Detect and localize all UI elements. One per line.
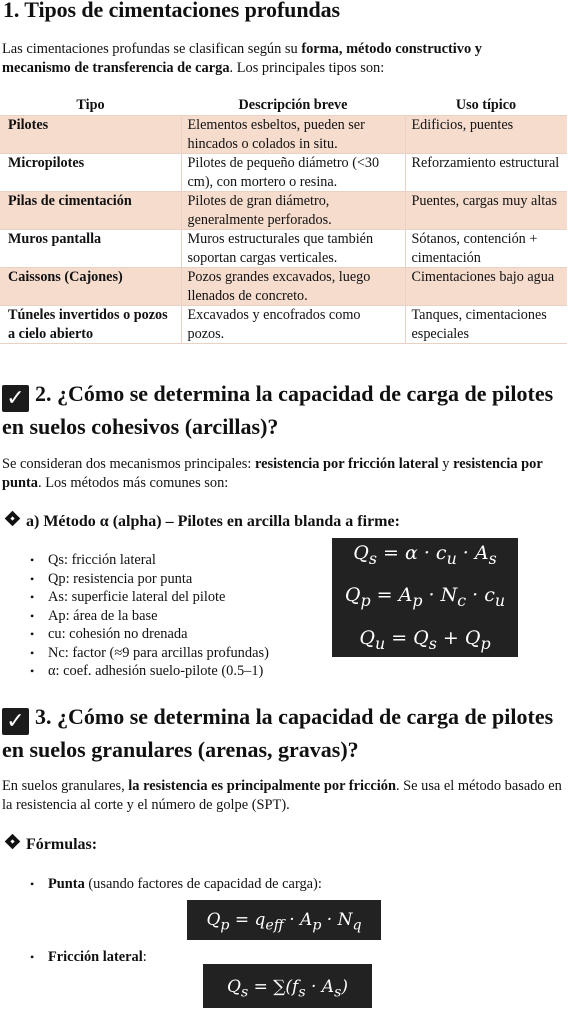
table-row (0, 116, 567, 154)
table-cell-descripcion: Excavados y encofrados como pozos. (181, 306, 405, 344)
table-cell-tipo: Pilas de cimentación (0, 192, 181, 230)
table-cell-uso: Tanques, cimentaciones especiales (405, 306, 567, 344)
table-row (0, 230, 567, 268)
section-1-title: 1. Tipos de cimentaciones profundas (3, 0, 340, 22)
foundation-types-table (0, 95, 567, 344)
table-cell-descripcion: Muros estructurales que también soportan cargas verticales. (181, 230, 405, 268)
diamond-bullet-icon (5, 834, 21, 850)
list-item: • cu: cohesión no drenada (30, 625, 269, 644)
formula-qp: $Q_p = A_p \cdot N_c \cdot c_u$ (344, 584, 506, 610)
section-1-intro: Las cimentaciones profundas se clasifican según su forma, método constructivo y mecanismo de transferencia de carga. Los principales tipos son: (2, 41, 482, 76)
list-item: • As: superficie lateral del pilote (30, 588, 269, 607)
list-item: • Nc: factor (≈9 para arcillas profundas) (30, 644, 269, 663)
table-cell-descripcion: Pilotes de pequeño diámetro (<30 cm), con mortero o resina. (181, 154, 405, 192)
table-row (0, 306, 567, 344)
table-header-tipo: Tipo (76, 96, 105, 113)
table-cell-uso: Cimentaciones bajo agua (405, 268, 567, 306)
table-cell-uso: Edificios, puentes (405, 116, 567, 154)
formula-friccion-image: $Q_s = \sum(f_s \cdot A_s)$ (203, 964, 372, 1008)
list-item: • Ap: área de la base (30, 607, 269, 626)
method-alpha-title: a) Método α (alpha) – Pilotes en arcilla blanda a firme: (2, 512, 400, 532)
table-row (0, 268, 567, 306)
table-cell-uso: Puentes, cargas muy altas (405, 192, 567, 230)
cohesive-formulas-image (332, 538, 518, 657)
check-icon: ✓ (2, 385, 29, 412)
formulas-title: Fórmulas: (2, 835, 97, 855)
check-icon: ✓ (2, 708, 29, 735)
section-3-title: ✓ 3. ¿Cómo se determina la capacidad de carga de pilotes en suelos granulares (arenas, gravas)? (2, 704, 554, 762)
table-cell-descripcion: Pilotes de gran diámetro, generalmente perforados. (181, 192, 405, 230)
table-cell-uso: Sótanos, contención + cimentación (405, 230, 567, 268)
formula-qs: $Q_s = \alpha \cdot c_u \cdot A_s$ (353, 542, 497, 568)
table-cell-tipo: Túneles invertidos o pozos a cielo abierto (0, 306, 181, 344)
section-2-intro: Se consideran dos mecanismos principales: resistencia por fricción lateral y resistencia por punta. Los métodos más comunes son: (2, 456, 543, 491)
friccion-list (30, 948, 147, 967)
table-cell-tipo: Micropilotes (0, 154, 181, 192)
section-3-intro: En suelos granulares, la resistencia es principalmente por fricción. Se usa el método basado en la resistencia al corte y el número de golpe (SPT). (2, 778, 562, 813)
table-row (0, 154, 567, 192)
table-cell-tipo: Caissons (Cajones) (0, 268, 181, 306)
section-2-title: ✓ 2. ¿Cómo se determina la capacidad de carga de pilotes en suelos cohesivos (arcillas)? (2, 381, 554, 439)
diamond-bullet-icon (5, 511, 21, 527)
list-item: • Fricción lateral: (30, 948, 147, 967)
table-cell-tipo: Pilotes (0, 116, 181, 154)
list-item: • α: coef. adhesión suelo-pilote (0.5–1) (30, 662, 269, 681)
variables-list (30, 551, 269, 681)
table-header-descripcion: Descripción breve (238, 96, 348, 113)
table-header-uso: Uso típico (455, 96, 517, 113)
list-item: • Qs: fricción lateral (30, 551, 269, 570)
table-row (0, 192, 567, 230)
list-item: • Punta (usando factores de capacidad de carga): (30, 875, 322, 894)
table-header-row (0, 95, 567, 116)
formula-qu: $Q_u = Q_s + Q_p$ (359, 627, 491, 653)
punta-list (30, 875, 322, 894)
list-item: • Qp: resistencia por punta (30, 570, 269, 589)
table-cell-descripcion: Pozos grandes excavados, luego llenados de concreto. (181, 268, 405, 306)
table-cell-uso: Reforzamiento estructural (405, 154, 567, 192)
table-cell-tipo: Muros pantalla (0, 230, 181, 268)
table-cell-descripcion: Elementos esbeltos, pueden ser hincados o colados in situ. (181, 116, 405, 154)
formula-punta-image: $Q_p = q_{eff} \cdot A_p \cdot N_q$ (187, 900, 381, 940)
